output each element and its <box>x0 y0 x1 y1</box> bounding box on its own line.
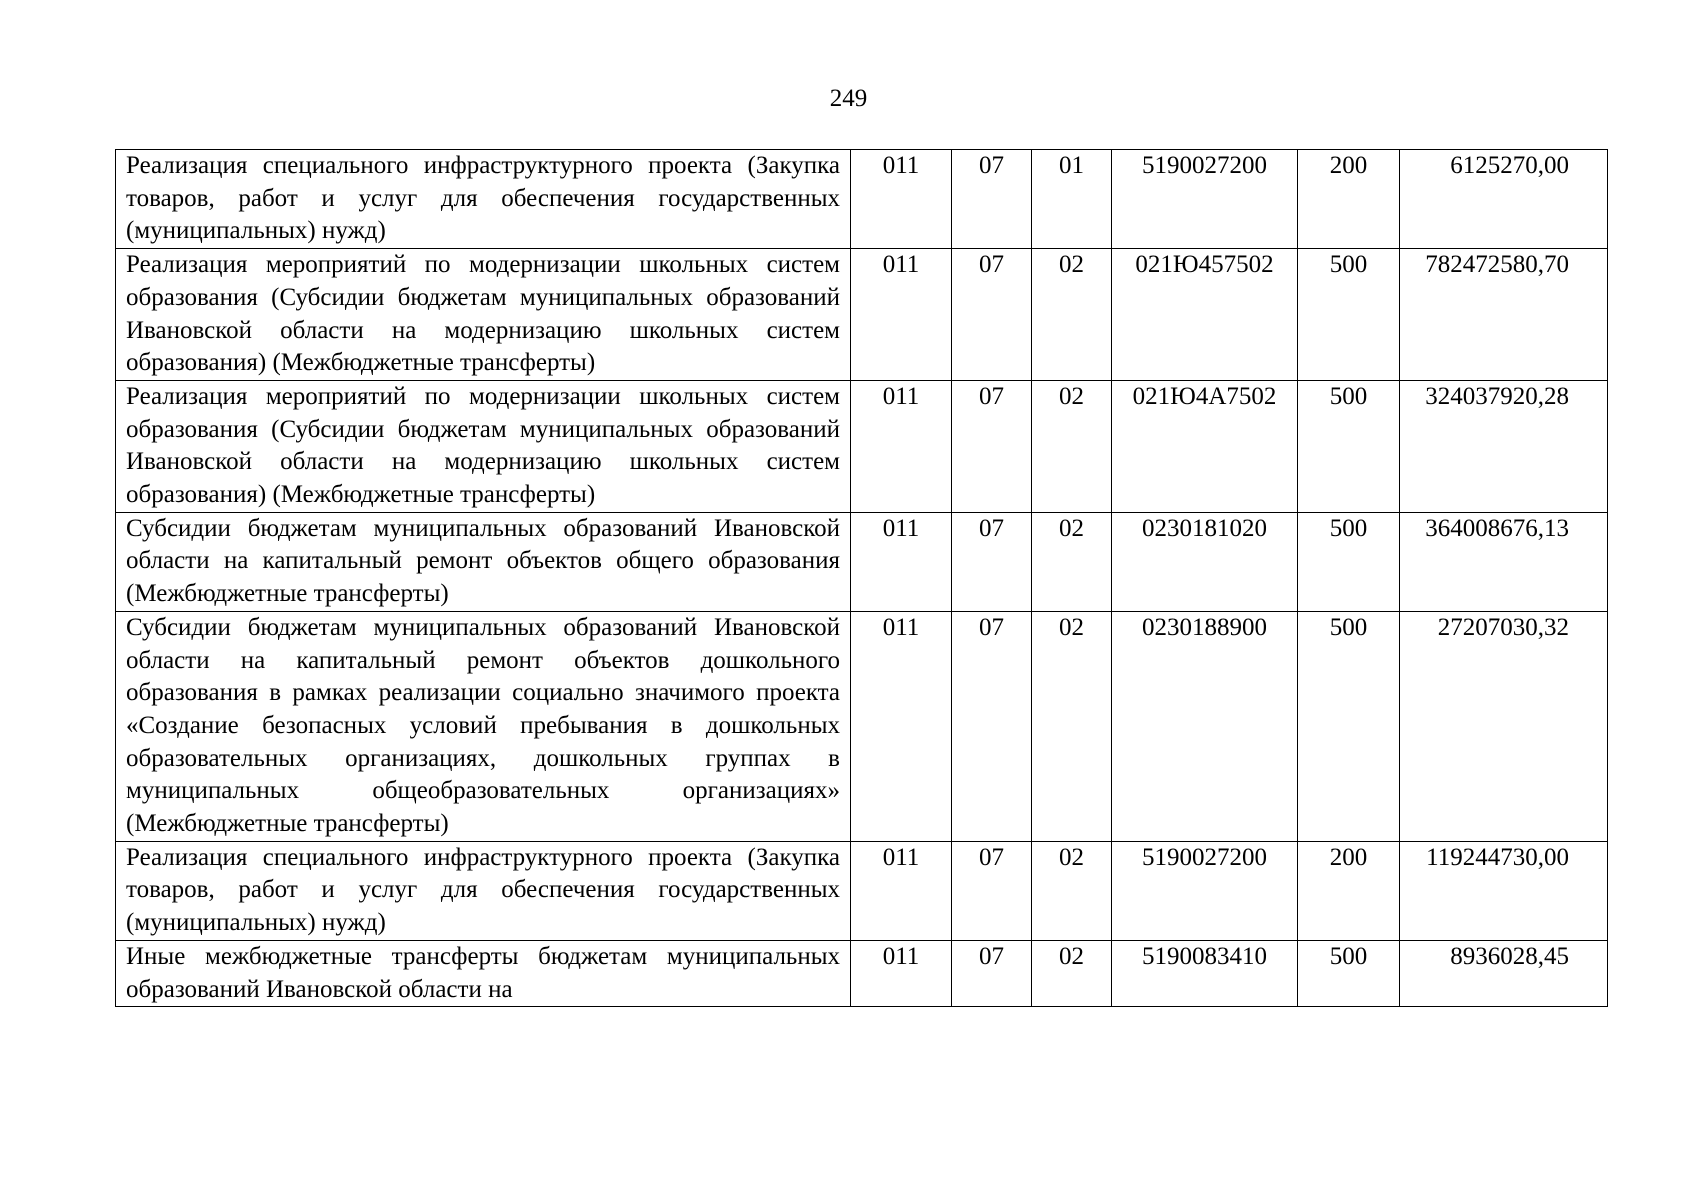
expense-type-cell: 500 <box>1298 611 1400 841</box>
table-row <box>116 249 1608 381</box>
section-code-cell: 07 <box>952 611 1032 841</box>
section-code-cell: 07 <box>952 512 1032 611</box>
table-row <box>116 512 1608 611</box>
table-row <box>116 611 1608 841</box>
row-name-cell: Реализация специального инфраструктурного проекта (Закупка товаров, работ и услуг для обеспечения государственных (муниципальных) нужд) <box>116 150 851 249</box>
section-code-cell: 07 <box>952 249 1032 381</box>
table-row <box>116 841 1608 940</box>
row-name-cell: Иные межбюджетные трансферты бюджетам муниципальных образований Ивановской области на <box>116 940 851 1006</box>
expense-type-cell: 500 <box>1298 512 1400 611</box>
table-row <box>116 380 1608 512</box>
ministry-code-cell: 011 <box>851 841 952 940</box>
expense-type-cell: 200 <box>1298 841 1400 940</box>
ministry-code-cell: 011 <box>851 611 952 841</box>
row-name-cell: Субсидии бюджетам муниципальных образований Ивановской области на капитальный ремонт объектов дошкольного образования в рамках реализации социально значимого проекта «Создание безопасных условий пребывания в дошкольных образовательных организациях, дошкольных группах в муниципальных общеобразовательных организациях» (Межбюджетные трансферты) <box>116 611 851 841</box>
ministry-code-cell: 011 <box>851 512 952 611</box>
expense-type-cell: 500 <box>1298 940 1400 1006</box>
expense-type-cell: 500 <box>1298 249 1400 381</box>
table-row <box>116 940 1608 1006</box>
ministry-code-cell: 011 <box>851 150 952 249</box>
ministry-code-cell: 011 <box>851 380 952 512</box>
amount-cell: 8936028,45 <box>1400 940 1608 1006</box>
row-name-cell: Реализация мероприятий по модернизации школьных систем образования (Субсидии бюджетам муниципальных образований Ивановской области на модернизацию школьных систем образования) (Межбюджетные трансферты) <box>116 249 851 381</box>
target-article-cell: 021Ю4А7502 <box>1112 380 1298 512</box>
section-code-cell: 07 <box>952 150 1032 249</box>
subsection-code-cell: 02 <box>1032 841 1112 940</box>
target-article-cell: 0230188900 <box>1112 611 1298 841</box>
subsection-code-cell: 02 <box>1032 512 1112 611</box>
amount-cell: 364008676,13 <box>1400 512 1608 611</box>
target-article-cell: 5190083410 <box>1112 940 1298 1006</box>
ministry-code-cell: 011 <box>851 940 952 1006</box>
section-code-cell: 07 <box>952 380 1032 512</box>
target-article-cell: 021Ю457502 <box>1112 249 1298 381</box>
expense-type-cell: 500 <box>1298 380 1400 512</box>
target-article-cell: 5190027200 <box>1112 150 1298 249</box>
subsection-code-cell: 02 <box>1032 611 1112 841</box>
subsection-code-cell: 02 <box>1032 249 1112 381</box>
section-code-cell: 07 <box>952 841 1032 940</box>
amount-cell: 27207030,32 <box>1400 611 1608 841</box>
amount-cell: 782472580,70 <box>1400 249 1608 381</box>
amount-cell: 324037920,28 <box>1400 380 1608 512</box>
table-row <box>116 150 1608 249</box>
ministry-code-cell: 011 <box>851 249 952 381</box>
section-code-cell: 07 <box>952 940 1032 1006</box>
target-article-cell: 5190027200 <box>1112 841 1298 940</box>
page-number: 249 <box>829 85 868 112</box>
amount-cell: 6125270,00 <box>1400 150 1608 249</box>
subsection-code-cell: 01 <box>1032 150 1112 249</box>
target-article-cell: 0230181020 <box>1112 512 1298 611</box>
row-name-cell: Субсидии бюджетам муниципальных образований Ивановской области на капитальный ремонт объектов общего образования (Межбюджетные трансферты) <box>116 512 851 611</box>
budget-table <box>115 149 1608 1007</box>
subsection-code-cell: 02 <box>1032 940 1112 1006</box>
row-name-cell: Реализация мероприятий по модернизации школьных систем образования (Субсидии бюджетам муниципальных образований Ивановской области на модернизацию школьных систем образования) (Межбюджетные трансферты) <box>116 380 851 512</box>
expense-type-cell: 200 <box>1298 150 1400 249</box>
row-name-cell: Реализация специального инфраструктурного проекта (Закупка товаров, работ и услуг для обеспечения государственных (муниципальных) нужд) <box>116 841 851 940</box>
amount-cell: 119244730,00 <box>1400 841 1608 940</box>
subsection-code-cell: 02 <box>1032 380 1112 512</box>
